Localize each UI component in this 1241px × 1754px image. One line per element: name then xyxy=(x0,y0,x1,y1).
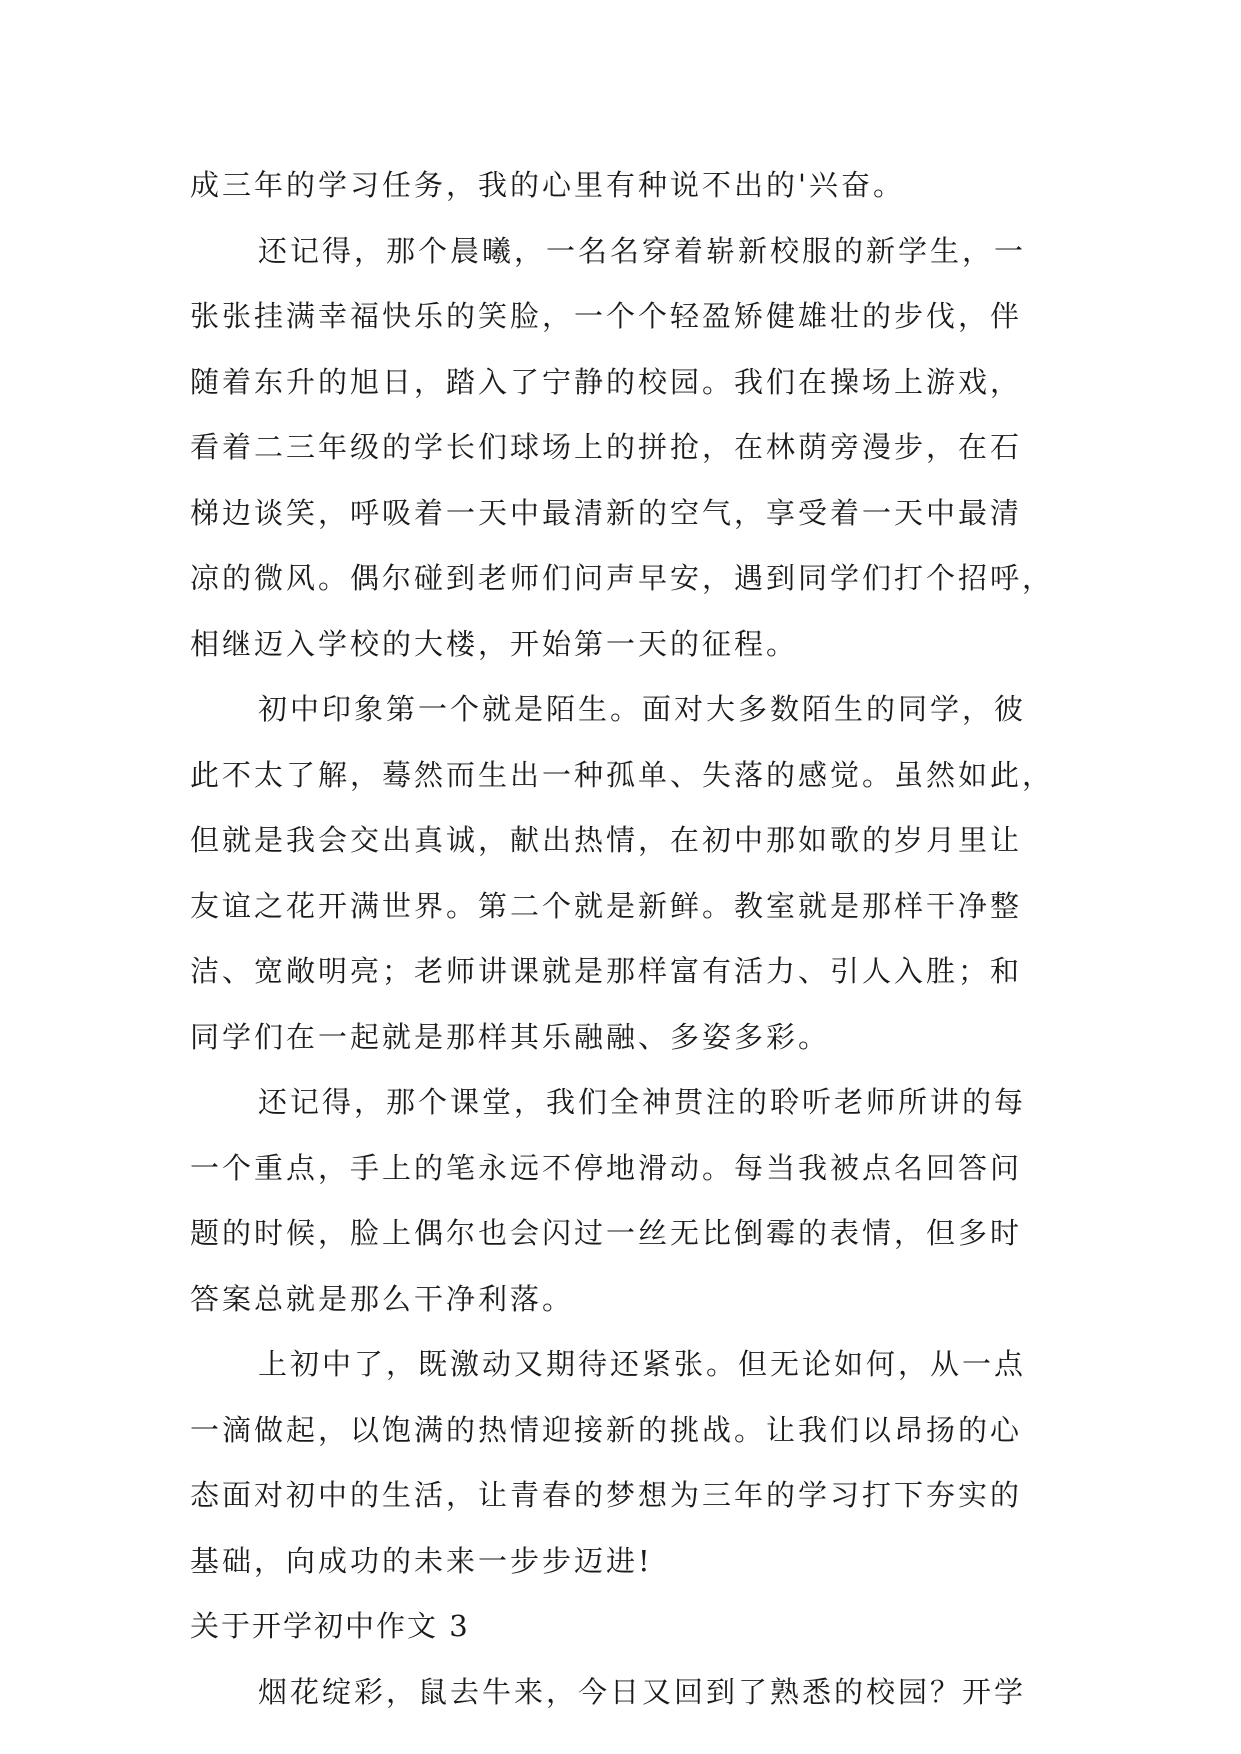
paragraph-line: 答案总就是那么干净利落。 xyxy=(190,1281,575,1316)
section-heading: 关于开学初中作文 3 xyxy=(190,1609,470,1643)
essay-text xyxy=(190,153,1060,1725)
paragraph-line: 相继迈入学校的大楼，开始第一天的征程。 xyxy=(190,626,799,661)
paragraph-line: 看着二三年级的学长们球场上的拼抢，在林荫旁漫步，在石 xyxy=(190,430,1023,464)
paragraph-line: 还记得，那个晨曦，一名名穿着崭新校服的新学生，一 xyxy=(258,233,1027,268)
paragraph-line: 烟花绽彩，鼠去牛来，今日又回到了熟悉的校园？开学 xyxy=(258,1674,1027,1709)
paragraph-line: 洁、宽敞明亮；老师讲课就是那样富有活力、引人入胜；和 xyxy=(190,954,1023,988)
paragraph-line: 题的时候，脸上偶尔也会闪过一丝无比倒霉的表情，但多时 xyxy=(190,1216,1023,1250)
paragraph-line: 此不太了解，蓦然而生出一种孤单、失落的感觉。虽然如此， xyxy=(190,757,1055,792)
paragraph-line: 但就是我会交出真诚，献出热情，在初中那如歌的岁月里让 xyxy=(190,823,1023,857)
paragraph-line: 随着东升的旭日，踏入了宁静的校园。我们在操场上游戏， xyxy=(190,364,1023,399)
paragraph-line: 上初中了，既激动又期待还紧张。但无论如何，从一点 xyxy=(258,1347,1027,1381)
paragraph-line: 初中印象第一个就是陌生。面对大多数陌生的同学，彼 xyxy=(258,692,1027,726)
paragraph-line: 梯边谈笑，呼吸着一天中最清新的空气，享受着一天中最清 xyxy=(190,495,1023,530)
paragraph-line: 凉的微风。偶尔碰到老师们问声早安，遇到同学们打个招呼， xyxy=(190,561,1055,595)
paragraph-line: 基础，向成功的未来一步步迈进! xyxy=(190,1543,653,1578)
paragraph-line: 友谊之花开满世界。第二个就是新鲜。教室就是那样干净整 xyxy=(190,888,1023,923)
paragraph-line: 张张挂满幸福快乐的笑脸，一个个轻盈矫健雄壮的步伐，伴 xyxy=(190,299,1023,333)
paragraph-line: 一个重点，手上的笔永远不停地滑动。每当我被点名回答问 xyxy=(190,1150,1023,1185)
paragraph-line: 同学们在一起就是那样其乐融融、多姿多彩。 xyxy=(190,1019,831,1054)
paragraph-line: 一滴做起，以饱满的热情迎接新的挑战。让我们以昂扬的心 xyxy=(190,1412,1023,1447)
paragraph-line: 态面对初中的生活，让青春的梦想为三年的学习打下夯实的 xyxy=(190,1478,1023,1512)
paragraph-line: 成三年的学习任务，我的心里有种说不出的'兴奋。 xyxy=(190,168,905,202)
paragraph-line: 还记得，那个课堂，我们全神贯注的聆听老师所讲的每 xyxy=(258,1085,1027,1119)
